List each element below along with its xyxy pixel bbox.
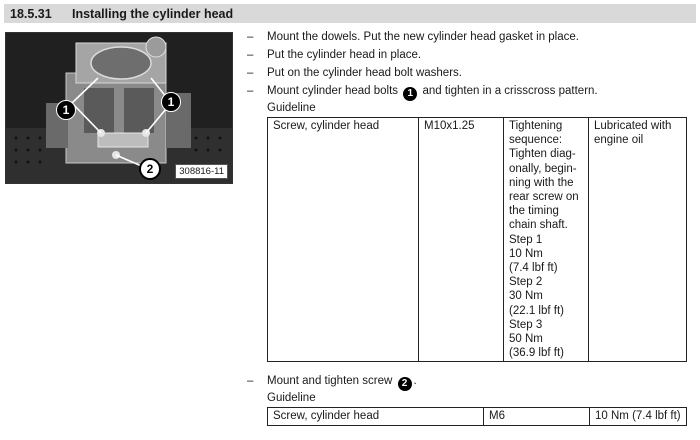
sequence-line: Tighten diag-: [509, 148, 576, 161]
sequence-line: sequence:: [509, 134, 563, 147]
sequence-line: Step 3: [509, 318, 543, 331]
step-text: Mount the dowels. Put the new cylinder head gasket in place.: [267, 31, 579, 43]
callout-1-right: 1: [161, 92, 181, 112]
sequence-line: (7.4 lbf ft): [509, 262, 558, 275]
engine-illustration: [6, 33, 232, 183]
sequence-line: ning with the: [509, 176, 574, 189]
section-header: [4, 4, 696, 23]
sequence-line: 50 Nm: [509, 333, 543, 346]
step-text: Put the cylinder head in place.: [267, 49, 422, 61]
step-text-after: .: [413, 375, 417, 388]
step-text-before: Mount cylinder head bolts: [267, 85, 399, 97]
step-text-after: and tighten in a crisscross pattern.: [422, 85, 598, 97]
torque-spec-table-2: [267, 407, 687, 425]
sequence-line: (36.9 lbf ft): [509, 347, 564, 360]
step-1: [245, 28, 695, 46]
callout-1-left: 1: [56, 100, 76, 120]
callout-badge-1: 1: [403, 87, 417, 101]
step-dash: –: [247, 31, 254, 43]
step-dash: –: [247, 67, 254, 79]
sequence-line: Tightening: [509, 120, 563, 132]
spec-thread: M10x1.25: [419, 118, 504, 362]
sequence-line: 30 Nm: [509, 290, 543, 303]
step-2: [245, 46, 695, 64]
guideline-label-2: Guideline: [267, 392, 316, 405]
sequence-line: (22.1 lbf ft): [509, 304, 564, 317]
sequence-line: the timing: [509, 205, 559, 218]
sequence-line: onally, begin-: [509, 162, 577, 175]
step-dash: –: [247, 49, 254, 61]
table-row: [268, 408, 687, 425]
sequence-line: Step 1: [509, 233, 543, 246]
step-3: [245, 64, 695, 82]
step-text-before: Mount and tighten screw: [267, 375, 393, 388]
instruction-steps: [245, 28, 695, 426]
callout-badge-2: 2: [398, 377, 412, 391]
sequence-line: 10 Nm: [509, 247, 543, 260]
step-text: Put on the cylinder head bolt washers.: [267, 67, 462, 79]
spec-thread: M6: [484, 408, 590, 425]
section-title: Installing the cylinder head: [72, 6, 234, 21]
guideline-label-1: Guideline: [267, 102, 316, 114]
figure-code: 308816-11: [175, 164, 228, 179]
callout-2: 2: [139, 158, 161, 180]
section-number: 18.5.31: [10, 6, 52, 21]
table-row: [268, 118, 687, 362]
step-dash: –: [247, 375, 254, 388]
spec-item: Screw, cylinder head: [268, 118, 419, 362]
sequence-line: Step 2: [509, 276, 543, 289]
torque-spec-table-1: [267, 117, 687, 362]
spec-torque: 10 Nm (7.4 lbf ft): [590, 408, 687, 425]
step-4: [245, 82, 695, 100]
spec-item: Screw, cylinder head: [268, 408, 484, 425]
step-5: [245, 372, 695, 390]
sequence-line: rear screw on: [509, 191, 579, 204]
sequence-line: chain shaft.: [509, 219, 568, 232]
engine-photo: [5, 32, 233, 184]
step-dash: –: [247, 85, 254, 97]
spec-sequence: [504, 118, 589, 362]
spec-note: Lubricated with engine oil: [589, 118, 687, 362]
